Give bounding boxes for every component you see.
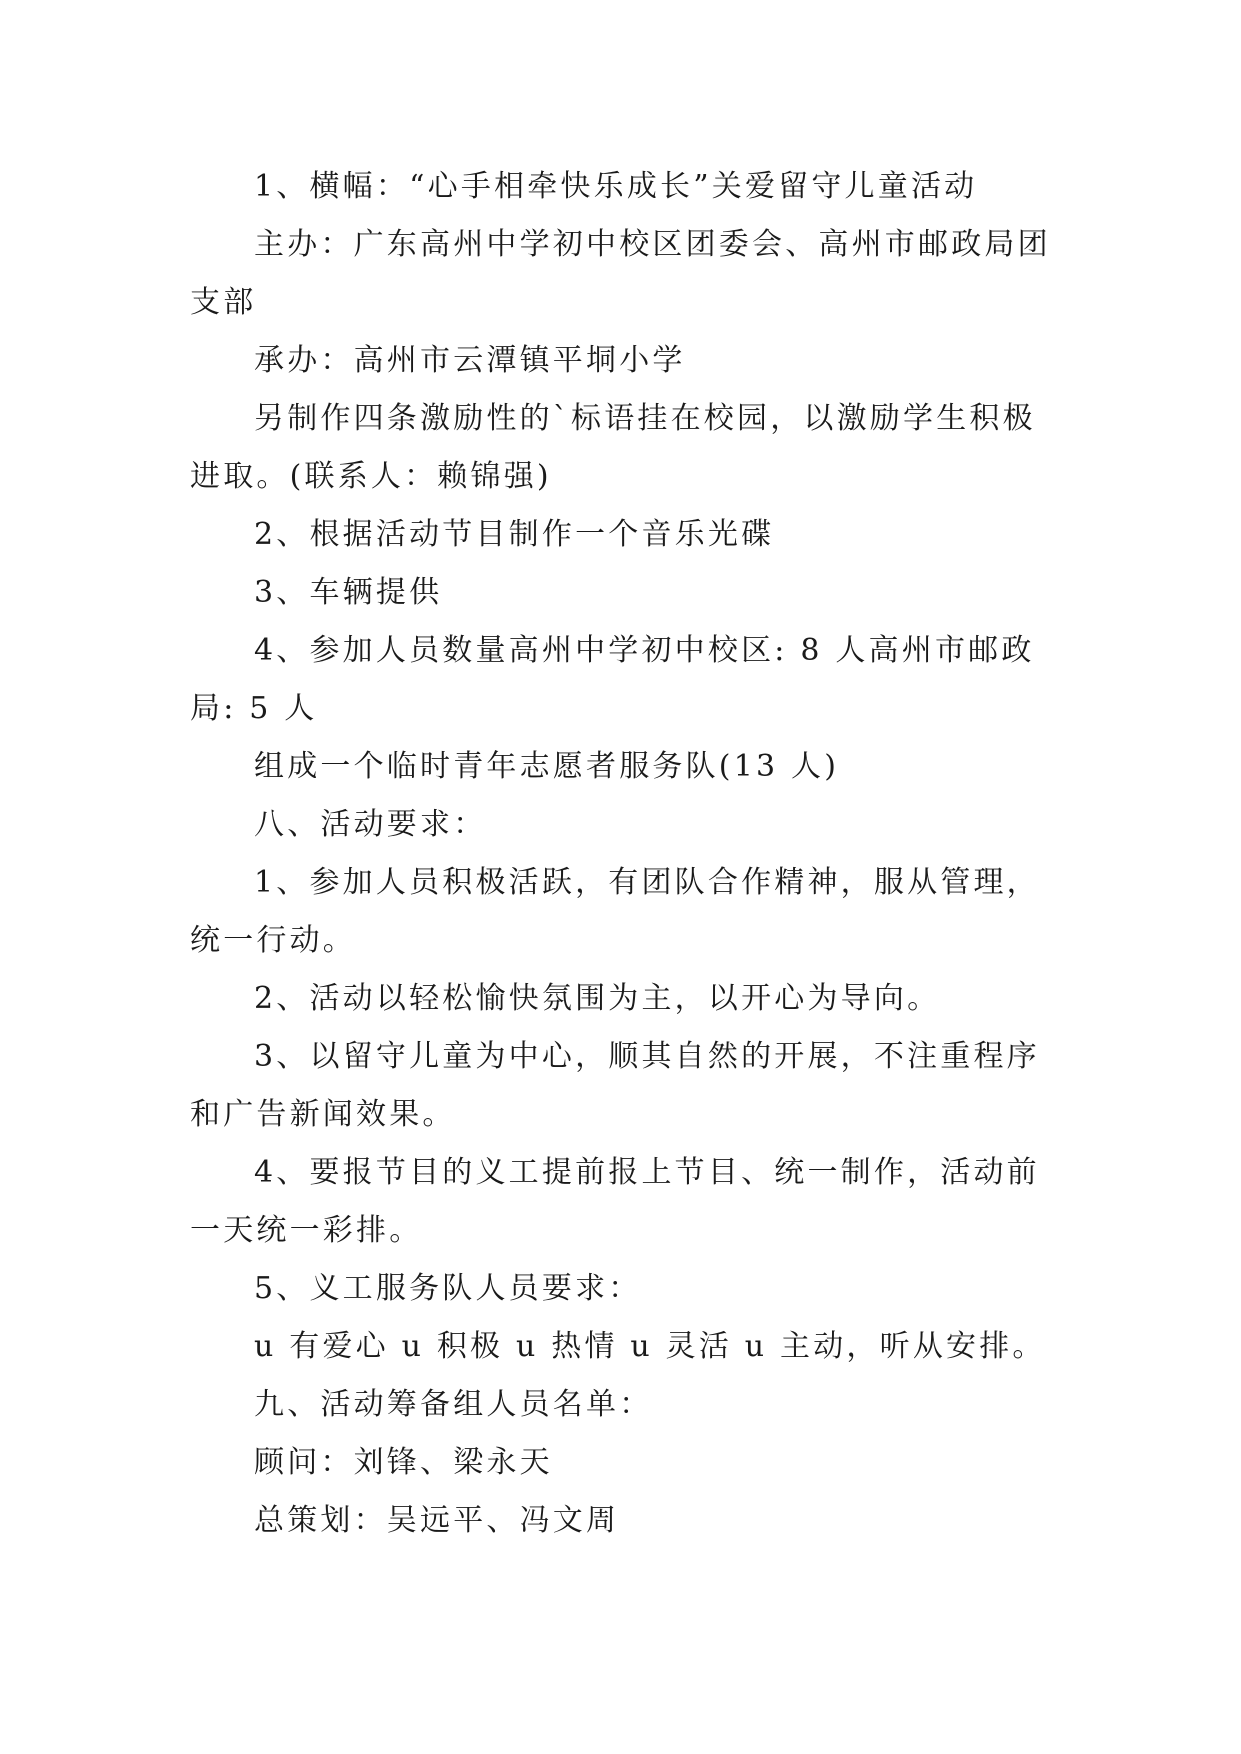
paragraph-slogans: 另制作四条激励性的`标语挂在校园，以激励学生积极进取。(联系人：赖锦强) bbox=[190, 401, 1036, 494]
requirement-item: 4、要报节目的义工提前报上节目、统一制作，活动前一天统一彩排。 bbox=[190, 1155, 1040, 1248]
paragraph-vehicles: 3、车辆提供 bbox=[254, 575, 443, 610]
requirement-item: 3、以留守儿童为中心，顺其自然的开展，不注重程序和广告新闻效果。 bbox=[190, 1039, 1040, 1132]
staff-advisors: 顾问：刘锋、梁永天 bbox=[254, 1445, 553, 1480]
paragraph-music-cd: 2、根据活动节目制作一个音乐光碟 bbox=[254, 517, 775, 552]
staff-chief-planners: 总策划：吴远平、冯文周 bbox=[254, 1503, 620, 1538]
section-heading-staff-list: 九、活动筹备组人员名单： bbox=[254, 1387, 653, 1422]
requirement-item: 1、参加人员积极活跃，有团队合作精神，服从管理，统一行动。 bbox=[190, 865, 1040, 958]
paragraph-volunteer-team: 组成一个临时青年志愿者服务队(13 人) bbox=[254, 749, 840, 784]
requirement-item: 2、活动以轻松愉快氛围为主，以开心为导向。 bbox=[254, 981, 941, 1016]
paragraph-host: 承办：高州市云潭镇平垌小学 bbox=[254, 343, 686, 378]
paragraph-banner: 1、横幅：“心手相牵快乐成长”关爱留守儿童活动 bbox=[254, 169, 978, 204]
document-body bbox=[190, 158, 1052, 1550]
section-heading-requirements: 八、活动要求： bbox=[254, 807, 487, 842]
volunteer-qualities: u 有爱心 u 积极 u 热情 u 灵活 u 主动，听从安排。 bbox=[254, 1329, 1046, 1364]
paragraph-organizer: 主办：广东高州中学初中校区团委会、高州市邮政局团支部 bbox=[190, 227, 1051, 320]
paragraph-participants: 4、参加人员数量高州中学初中校区: 8 人高州市邮政局: 5 人 bbox=[190, 633, 1035, 726]
requirement-item: 5、义工服务队人员要求： bbox=[254, 1271, 642, 1306]
